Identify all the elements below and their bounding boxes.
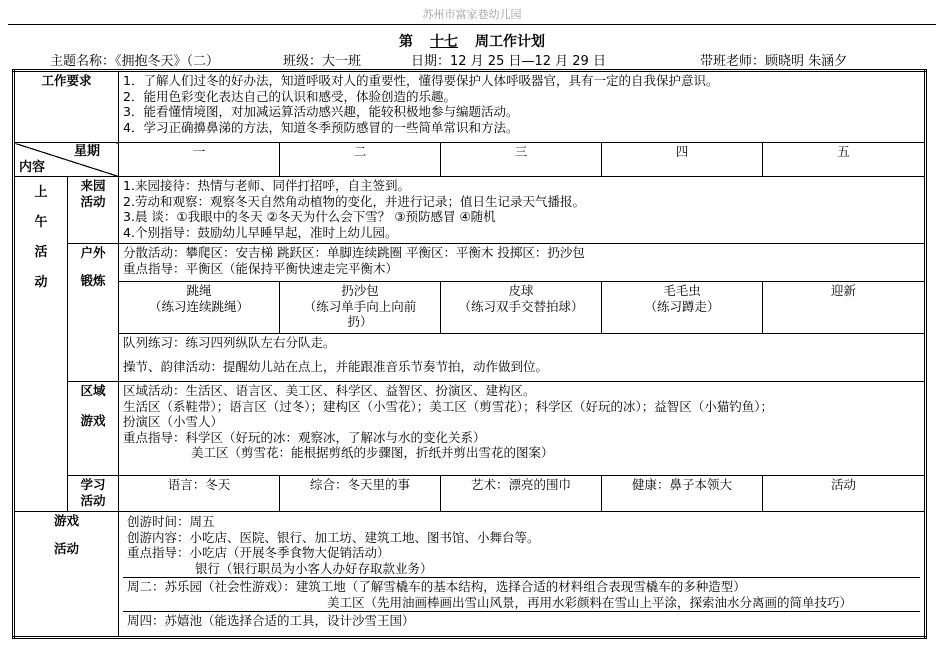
date-range: 日期：12 月 25 日—12 月 29 日: [411, 54, 606, 69]
learning-tuesday: 综合：冬天里的事: [280, 476, 441, 512]
learning-row: [14, 476, 926, 512]
arrival-label: [68, 177, 119, 244]
thursday-games: [123, 612, 920, 630]
label-line: 活动: [80, 193, 106, 209]
games-label: [14, 512, 119, 638]
requirement-item: 2．能用色彩变化表达自己的认识和感受，体验创造的乐趣。: [123, 88, 456, 104]
morning-char: 上: [34, 185, 48, 200]
outdoor-activity-note: （练习单手向上向前: [303, 298, 417, 314]
label-line: 活动: [80, 493, 106, 508]
games-row: [14, 512, 926, 638]
label-line: 游戏: [80, 412, 106, 428]
requirements-row: [14, 71, 926, 143]
outdoor-tuesday: [280, 282, 441, 334]
outdoor-friday: 迎新: [763, 282, 926, 334]
label-line: 来园: [80, 178, 106, 193]
outdoor-activity: 扔沙包: [341, 283, 379, 298]
rhythm-exercise: 操节、韵律活动：提醒幼儿站在点上，并能跟准音乐节奏节拍，动作做到位。: [123, 358, 549, 374]
learning-label: [68, 476, 119, 512]
arrival-line: 2.劳动和观察：观察冬天自然角动植物的变化，并进行记录；值日生记录天气播报。: [123, 193, 585, 209]
requirements-label: 工作要求: [14, 71, 119, 143]
games-line: 重点指导：小吃店（开展冬季食物大促销活动）: [127, 545, 390, 560]
morning-char: 动: [34, 275, 48, 290]
corner-weekday-label: 星期: [74, 144, 101, 159]
outdoor-activity: 皮球: [508, 283, 534, 298]
outdoor-drill: [119, 334, 926, 382]
morning-activities-label: [14, 177, 68, 512]
games-line: 美工区（先用油画棒画出雪山风景，再用水彩颜料在雪山上平涂，探索油水分离画的简单技巧）: [327, 594, 853, 610]
outdoor-wednesday: [441, 282, 602, 334]
outdoor-activity: 毛毛虫: [663, 283, 701, 298]
games-content: [119, 512, 926, 638]
outdoor-drill-row: [14, 334, 926, 382]
weekday-header-row: [14, 143, 926, 177]
arrival-content: [119, 177, 926, 244]
learning-monday: 语言：冬天: [119, 476, 280, 512]
teachers: 带班老师：顾晓明 朱涵夕: [700, 54, 848, 69]
outdoor-line: 重点指导：平衡区（能保持平衡快速走完平衡木）: [123, 260, 399, 276]
games-line: 周四：苏嬉池（能选择合适的工具，设计沙雪王国）: [127, 613, 415, 628]
title-suffix: 周工作计划: [475, 34, 545, 50]
outdoor-activity-note: （练习双手交替拍球）: [458, 298, 584, 314]
learning-wednesday: 艺术：漂亮的围巾: [441, 476, 602, 512]
games-line: 创游内容：小吃店、医院、银行、加工坊、建筑工地、图书馆、小舞台等。: [127, 529, 540, 545]
label-line: 活动: [54, 540, 80, 556]
outdoor-monday: [119, 282, 280, 334]
requirement-item: 1．了解人们过冬的好办法，知道呼吸对人的重要性，懂得要保护人体呼吸器官，具有一定的自我保护意识。: [123, 73, 719, 88]
label-line: 户外: [80, 245, 106, 260]
day-wednesday: 三: [441, 143, 602, 177]
outdoor-thursday: [602, 282, 763, 334]
games-line: 创游时间：周五: [127, 514, 215, 529]
arrival-line: 3.晨 谈：①我眼中的冬天 ②冬天为什么会下雪？ ③预防感冒 ④随机: [123, 209, 496, 224]
outdoor-activity-note: （练习连续跳绳）: [149, 298, 250, 314]
day-tuesday: 二: [280, 143, 441, 177]
area-games-content: [119, 382, 926, 476]
header-rule: [8, 24, 936, 25]
label-line: 学习: [80, 477, 106, 492]
requirement-item: 4．学习正确擤鼻涕的方法，知道冬季预防感冒的一些简单常识和方法。: [123, 119, 519, 135]
outdoor-free-play: [119, 244, 926, 282]
morning-char: 午: [34, 215, 48, 230]
tuesday-games: [123, 578, 920, 612]
arrival-line: 4.个别指导：鼓励幼儿早睡早起，准时上幼儿园。: [123, 224, 398, 240]
area-line: 美工区（剪雪花：能根据剪纸的步骤图，折纸并剪出雪花的图案）: [191, 445, 554, 460]
label-line: 区域: [80, 383, 106, 398]
corner-content-label: 内容: [19, 159, 46, 175]
area-line: 扮演区（小雪人）: [123, 414, 224, 429]
area-line: 生活区（系鞋带）；语言区（过冬）；建构区（小雪花）；美工区（剪雪花）；科学区（好玩的冰）；益智区（小猫钓鱼）；: [123, 398, 774, 414]
area-games-label: [68, 382, 119, 476]
outdoor-days-row: [14, 282, 926, 334]
label-line: 游戏: [54, 513, 80, 528]
area-line: 区域活动：生活区、语言区、美工区、科学区、益智区、扮演区、建构区。: [123, 383, 536, 398]
games-line: 银行（银行职员为小客人办好存取款业务）: [195, 560, 433, 576]
day-thursday: 四: [602, 143, 763, 177]
queue-practice: 队列练习：练习四列纵队左右分队走。: [123, 335, 336, 350]
theme-name: 主题名称：《拥抱冬天》（二）: [50, 54, 220, 69]
learning-thursday: 健康：鼻子本领大: [602, 476, 763, 512]
outdoor-label: [68, 244, 119, 382]
day-monday: 一: [119, 143, 280, 177]
area-games-row: [14, 382, 926, 476]
header-org: 苏州市富家巷幼儿园: [422, 8, 522, 21]
arrival-row: [14, 177, 926, 244]
creative-games: [123, 513, 920, 578]
outdoor-line: 分散活动：攀爬区：安吉梯 跳跃区：单脚连续跳圈 平衡区：平衡木 投掷区：扔沙包: [123, 245, 585, 260]
day-friday: 五: [763, 143, 926, 177]
outdoor-activity: 跳绳: [186, 283, 212, 298]
requirement-item: 3．能看懂情境图，对加减运算活动感兴趣，能较积极地参与编题活动。: [123, 104, 519, 119]
outdoor-top-row: [14, 244, 926, 282]
header-corner: [14, 143, 119, 177]
label-line: 锻炼: [80, 272, 106, 288]
arrival-line: 1.来园接待：热情与老师、同伴打招呼，自主签到。: [123, 178, 410, 193]
outdoor-activity-note: （练习蹲走）: [644, 298, 720, 314]
games-line: 周二：苏乐园（社会性游戏）：建筑工地（了解雪橇车的基本结构，选择合适的材料组合表现雪橇车的多种造型）: [127, 579, 746, 594]
learning-friday: 活动: [763, 476, 926, 512]
morning-char: 活: [34, 245, 48, 260]
outdoor-activity-note: 扔）: [347, 314, 373, 329]
weekly-plan-table: [12, 69, 927, 639]
class-name: 班级：大一班: [283, 54, 362, 69]
page-title: [0, 31, 944, 51]
week-number: 十七: [430, 34, 458, 50]
title-prefix: 第: [399, 34, 413, 50]
requirements-content: [119, 71, 926, 143]
area-line: 重点指导：科学区（好玩的冰：观察冰，了解冰与水的变化关系）: [123, 429, 486, 445]
